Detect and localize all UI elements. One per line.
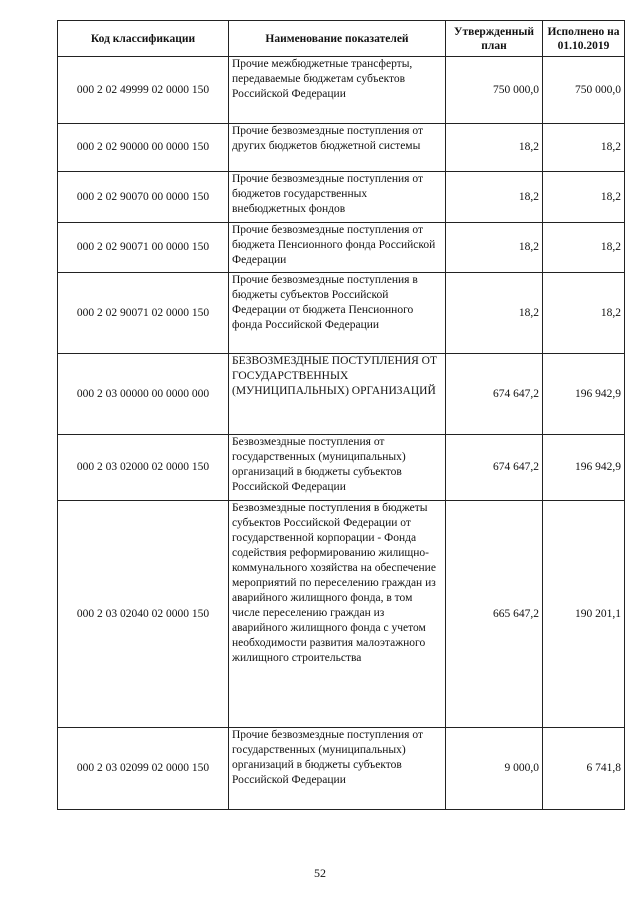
row-executed: 750 000,0 [543,57,625,124]
row-plan: 18,2 [446,172,543,223]
row-plan: 750 000,0 [446,57,543,124]
row-plan: 674 647,2 [446,354,543,435]
row-name: Прочие безвозмездные поступления в бюджеты субъектов Российской Федерации от бюджета Пенсионного фонда Российской Федерации [229,273,446,354]
table-row [58,273,625,354]
row-plan: 18,2 [446,273,543,354]
table-row [58,124,625,172]
row-executed: 6 741,8 [543,728,625,810]
table-row [58,223,625,273]
row-plan: 665 647,2 [446,501,543,728]
row-executed: 190 201,1 [543,501,625,728]
row-plan: 674 647,2 [446,435,543,501]
table-row [58,57,625,124]
row-plan: 9 000,0 [446,728,543,810]
row-code: 000 2 02 90071 02 0000 150 [58,273,229,354]
header-name: Наименование показателей [229,21,446,57]
row-plan: 18,2 [446,223,543,273]
row-name: Прочие безвозмездные поступления от других бюджетов бюджетной системы [229,124,446,172]
row-executed: 18,2 [543,124,625,172]
row-name: Прочие безвозмездные поступления от бюджетов государственных внебюджетных фондов [229,172,446,223]
row-executed: 196 942,9 [543,435,625,501]
row-plan: 18,2 [446,124,543,172]
row-code: 000 2 03 02040 02 0000 150 [58,501,229,728]
row-executed: 196 942,9 [543,354,625,435]
row-code: 000 2 02 90000 00 0000 150 [58,124,229,172]
row-code: 000 2 03 02099 02 0000 150 [58,728,229,810]
header-code: Код классификации [58,21,229,57]
table-header-row [58,21,625,57]
row-name: Безвозмездные поступления от государственных (муниципальных) организаций в бюджеты субъектов Российской Федерации [229,435,446,501]
row-name: Прочие безвозмездные поступления от бюджета Пенсионного фонда Российской Федерации [229,223,446,273]
budget-table [57,20,625,810]
header-plan: Утвержденный план [446,21,543,57]
row-executed: 18,2 [543,172,625,223]
table-row [58,172,625,223]
row-name: Прочие безвозмездные поступления от государственных (муниципальных) организаций в бюджеты субъектов Российской Федерации [229,728,446,810]
row-name: Безвозмездные поступления в бюджеты субъектов Российской Федерации от государственной корпорации - Фонда содействия реформированию жилищно-коммунального хозяйства на обеспечение мероприятий по переселению граждан из аварийного жилищного фонда, в том числе переселению граждан из аварийного жилищного фонда с учетом необходимости развития малоэтажного жилищного строительства [229,501,446,728]
table-row [58,435,625,501]
header-executed: Исполнено на 01.10.2019 [543,21,625,57]
row-code: 000 2 03 00000 00 0000 000 [58,354,229,435]
row-executed: 18,2 [543,223,625,273]
page-number: 52 [314,866,326,880]
row-code: 000 2 03 02000 02 0000 150 [58,435,229,501]
row-code: 000 2 02 49999 02 0000 150 [58,57,229,124]
table-row [58,354,625,435]
row-name: Прочие межбюджетные трансферты, передаваемые бюджетам субъектов Российской Федерации [229,57,446,124]
row-name: БЕЗВОЗМЕЗДНЫЕ ПОСТУПЛЕНИЯ ОТ ГОСУДАРСТВЕННЫХ (МУНИЦИПАЛЬНЫХ) ОРГАНИЗАЦИЙ [229,354,446,435]
table-row [58,501,625,728]
row-code: 000 2 02 90070 00 0000 150 [58,172,229,223]
table-row [58,728,625,810]
row-code: 000 2 02 90071 00 0000 150 [58,223,229,273]
row-executed: 18,2 [543,273,625,354]
